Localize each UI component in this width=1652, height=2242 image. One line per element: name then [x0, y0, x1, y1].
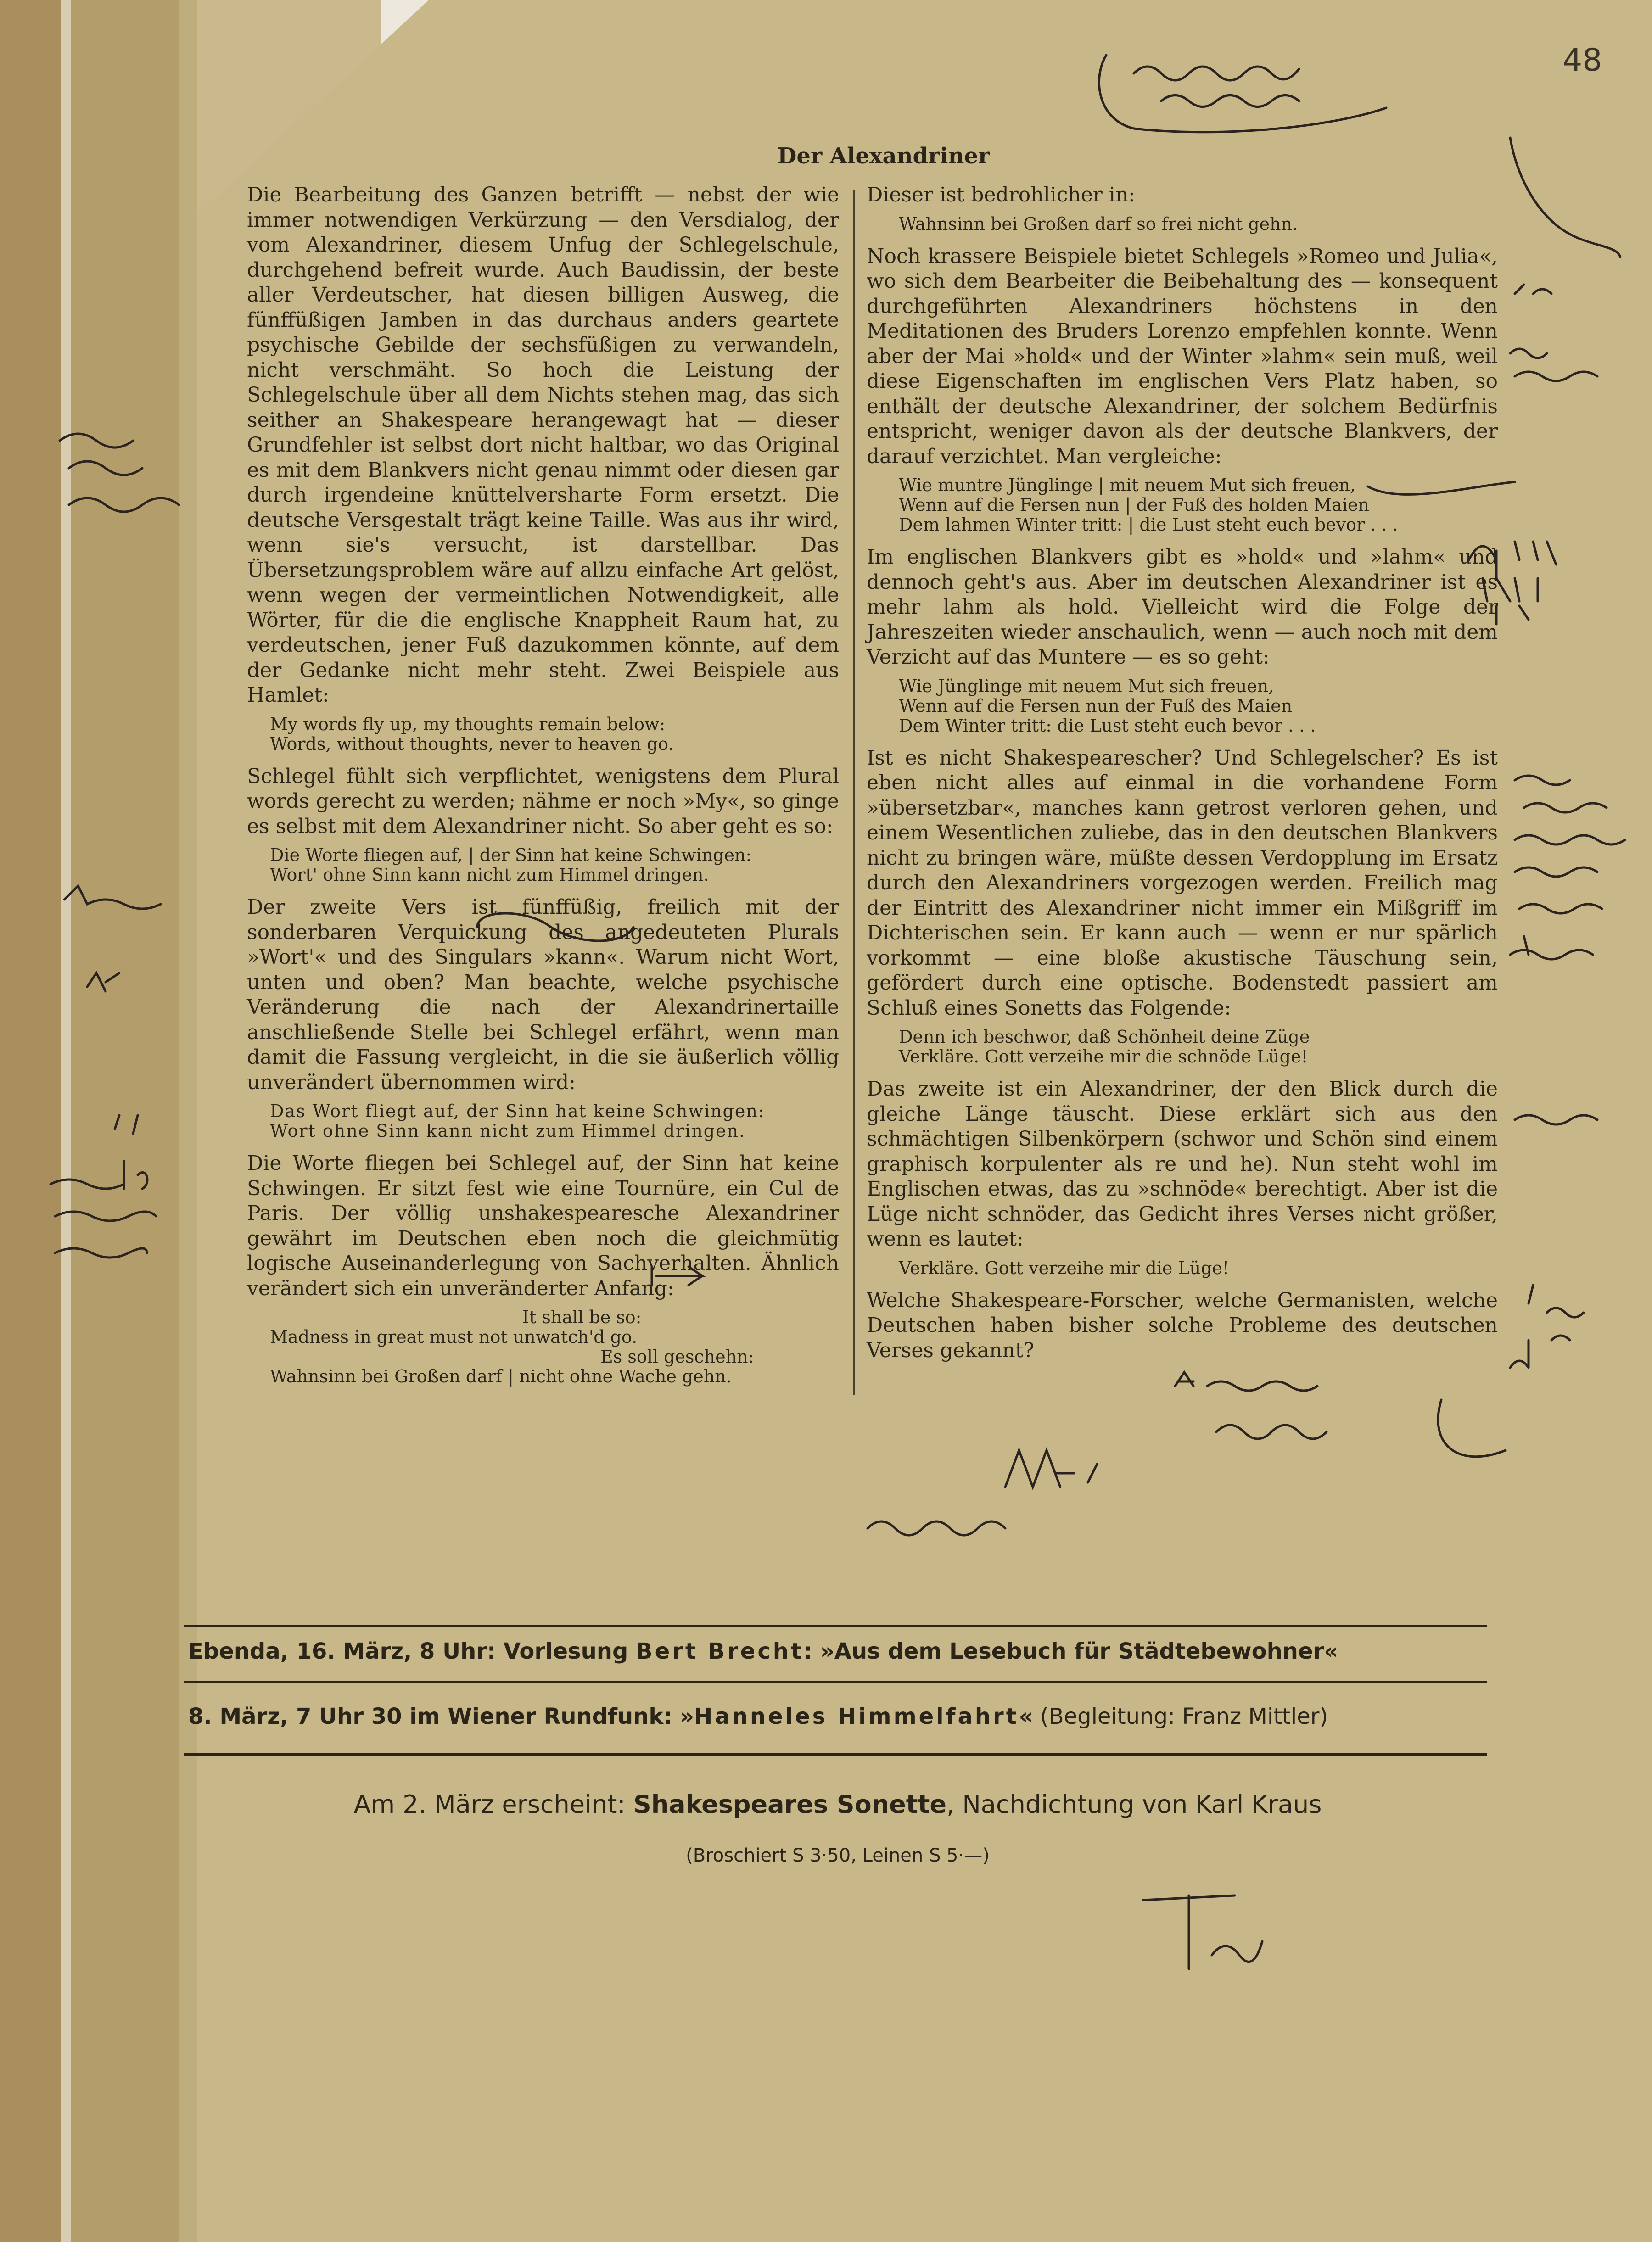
verse-line: Wort ohne Sinn kann nicht zum Himmel dringen. — [270, 1121, 746, 1141]
event-name: Hanneles Himmelfahrt — [694, 1704, 1019, 1729]
pencil-scribble — [1175, 1372, 1317, 1391]
margin-note — [1515, 776, 1625, 844]
paragraph: Der zweite Vers ist fünffüßig, freilich mit der sonderbaren Verquickung des angedeuteten Plurals »Wort'« und des Singulars »kann«. Warum nicht Wort, unten und oben? Man beachte, welche psychische Veränderung die nach der Alexandrinertaille anschließende Stelle bei Schlegel erfährt, wenn man damit die Fassung vergleicht, in die sie äußerlich völlig unverändert übernommen wird: — [247, 895, 839, 1094]
pencil-line — [1368, 482, 1515, 494]
pencil-word — [1143, 1895, 1262, 1969]
margin-note — [1510, 1349, 1529, 1368]
margin-note — [50, 1180, 156, 1258]
verse-line: Wahnsinn bei Großen darf so frei nicht gehn. — [899, 213, 1298, 234]
verse-line: Es soll geschehn: — [600, 1347, 754, 1367]
verse-line: Denn ich beschwor, daß Schönheit deine Züge — [899, 1027, 1310, 1047]
arrow-mark — [652, 1267, 702, 1285]
scribble-note — [1134, 67, 1299, 80]
paragraph: Die Worte fliegen bei Schlegel auf, der Sinn hat keine Schwingen. Er sitzt fest wie eine Tournüre, ein Cul de Paris. Der völlig unshakespearesche Alexandriner gewährt im Deutschen eben noch die gleichmütig logische Auseinanderlegung von Sachverhalten. Ähnlich verändert sich ein unveränderter Anfang: — [247, 1152, 839, 1300]
verse-line: My words fly up, my thoughts remain below: — [270, 714, 666, 734]
margin-note — [1510, 285, 1597, 381]
pencil-scribble — [868, 1521, 1005, 1535]
verse-line: Die Worte fliegen auf, | der Sinn hat keine Schwingen: — [270, 845, 752, 865]
verse-line: Wie muntre Jünglinge | mit neuem Mut sich freuen, — [899, 475, 1356, 495]
page-number: 48 — [1562, 42, 1602, 78]
pencil-bracket — [1438, 1400, 1506, 1457]
margin-note — [1496, 606, 1529, 624]
verse-line: Dem lahmen Winter tritt: | die Lust steht euch bevor . . . — [899, 514, 1398, 535]
verse-line: Dem Winter tritt: die Lust steht euch bevor . . . — [899, 715, 1316, 736]
verse-line: Words, without thoughts, never to heaven go. — [270, 733, 674, 754]
event-name: Bert Brecht — [636, 1638, 804, 1664]
pencil-scribble — [1005, 1450, 1097, 1487]
verse-line: Wort' ohne Sinn kann nicht zum Himmel dringen. — [270, 865, 709, 885]
event-text: : »Aus dem Lesebuch für Städtebewohner« — [803, 1638, 1338, 1664]
verse-line: Wie Jünglinge mit neuem Mut sich freuen, — [899, 676, 1274, 696]
paragraph: Die Bearbeitung des Ganzen betrifft — nebst der wie immer notwendigen Verkürzung — den Versdialog, der vom Alexandriner, diesem Unfug der Schlegelschule, durchgehend befreit wurde. Auch Baudissin, der beste aller Verdeutscher, hat diesen billigen Ausweg, die fünffüßigen Jamben in das durchaus anders geartete psychische Gebilde der sechsfüßigen zu verwandeln, nicht verschmäht. So hoch die Leistung der Schlegelschule über all dem Nichts stehen mag, das sich seither an Shakespeare herangewagt hat — dieser Grundfehler ist selbst dort nicht haltbar, wo das Original es mit dem Blankvers nicht genau nimmt oder diesen gar durch irgendeine knüttelversharte Form ersetzt. Die deutsche Versgestalt trägt keine Taille. Was aus ihr wird, wenn sie's versucht, ist darstellbar. Das Übersetzungsproblem wäre auf allzu einfache Art gelöst, wenn wegen der vermeintlichen Notwendigkeit, alle Wörter, für die die englische Knappheit Raum hat, zu verdeutschen, jener Fuß dazukommen könnte, auf dem der Gedanke nicht mehr steht. Zwei Beispiele aus Hamlet: — [247, 183, 839, 707]
paragraph: Welche Shakespeare-Forscher, welche Germanisten, welche Deutschen haben bisher solche Probleme des deutschen Verses gekannt? — [867, 1288, 1498, 1362]
announcement-text: Am 2. März erscheint: — [353, 1790, 633, 1819]
verse-line: Wenn auf die Fersen nun der Fuß des Maien — [899, 695, 1293, 716]
pencil-stroke — [1510, 138, 1620, 257]
paragraph: Schlegel fühlt sich verpflichtet, wenigstens dem Plural words gerecht zu werden; nähme er noch »My«, so ginge es selbst mit dem Alexandriner nicht. So aber geht es so: — [247, 764, 839, 838]
announcement-text: , Nachdichtung von Karl Kraus — [946, 1790, 1322, 1819]
margin-note — [1515, 867, 1602, 955]
paragraph: Im englischen Blankvers gibt es »hold« und »lahm« und dennoch geht's aus. Aber im deutschen Alexandriner ist es mehr lahm als hold. Vielleicht wird die Folge der Jahreszeiten wieder anschaulich, wenn — auch noch mit dem Verzicht auf das Muntere — es so geht: — [867, 545, 1498, 669]
margin-note — [87, 973, 119, 991]
article-title: Der Alexandriner — [777, 143, 990, 169]
event-note: (Begleitung: Franz Mittler) — [1033, 1704, 1328, 1729]
margin-note — [60, 434, 179, 512]
event-text: « — [1019, 1704, 1033, 1729]
book-prices: (Broschiert S 3·50, Leinen S 5·—) — [686, 1845, 990, 1866]
verse-line: Verkläre. Gott verzeihe mir die Lüge! — [899, 1258, 1230, 1278]
paragraph: Das zweite ist ein Alexandriner, der den Blick durch die gleiche Länge täuscht. Diese erklärt sich aus den schmächtigen Silbenkörpern (schwor und Schön sind einem graphisch korpulenter als re und he). Nun steht wohl im Englischen etwas, das zu »schnöde« berechtigt. Aber ist die Lüge nicht schnöder, das Gedicht ihres Verses nicht größer, wenn es lautet: — [867, 1077, 1498, 1251]
paragraph: Dieser ist bedrohlicher in: — [867, 183, 1135, 207]
margin-note — [1469, 542, 1556, 578]
event-text: Ebenda, 16. März, 8 Uhr: Vorlesung — [188, 1638, 636, 1664]
margin-note — [1529, 1285, 1584, 1359]
event-text: 8. März, 7 Uhr 30 im Wiener Rundfunk: » — [188, 1704, 694, 1729]
verse-line: It shall be so: — [522, 1307, 642, 1327]
margin-note — [1510, 950, 1593, 959]
margin-note — [1515, 1115, 1597, 1124]
paragraph: Noch krassere Beispiele bietet Schlegels »Romeo und Julia«, wo sich dem Bearbeiter die Beibehaltung des — konsequent durchgeführten Alexandriners höchstens in den Meditationen des Bruders Lorenzo empfehlen konnte. Wenn aber der Mai »hold« und der Winter »lahm« sein muß, weil diese Eigenschaften im englischen Vers Platz haben, so enthält der deutsche Alexandriner, der solchem Bedürfnis entspricht, weniger davon als der deutsche Blankvers, der darauf verzichtet. Man vergleiche: — [867, 244, 1498, 468]
verse-line: Wenn auf die Fersen nun | der Fuß des holden Maien — [899, 495, 1369, 515]
margin-note — [64, 886, 161, 909]
verse-line: Madness in great must not unwatch'd go. — [270, 1327, 638, 1347]
book-title: Shakespeares Sonette — [633, 1790, 947, 1819]
scribble-note — [1161, 95, 1299, 107]
pencil-scribble — [1216, 1425, 1327, 1439]
verse-line: Wahnsinn bei Großen darf | nicht ohne Wache gehn. — [270, 1366, 732, 1387]
circled-words — [477, 913, 633, 941]
margin-note — [115, 1115, 147, 1189]
verse-line: Das Wort fliegt auf, der Sinn hat keine Schwingen: — [270, 1101, 765, 1121]
verse-line: Verkläre. Gott verzeihe mir die schnöde Lüge! — [899, 1046, 1308, 1067]
paragraph: Ist es nicht Shakespearescher? Und Schlegelscher? Es ist eben nicht alles auf einmal in die vorhandene Form »übersetzbar«, manches kann getrost verloren gehen, und einem Wesentlichen zuliebe, das in den deutschen Blankvers nicht zu bringen wäre, müßte dessen Verdopplung im Ersatz durch den Alexandriners vorgezogen werden. Freilich mag der Eintritt des Alexandriner nicht immer ein Mißgriff im Dichterischen sein. Er kann auch — wenn er nur spärlich vorkommt — eine bloße akustische Täuschung sein, gefördert durch eine optische. Bodenstedt passiert am Schluß eines Sonetts das Folgende: — [867, 746, 1498, 1020]
margin-note — [1483, 578, 1538, 601]
